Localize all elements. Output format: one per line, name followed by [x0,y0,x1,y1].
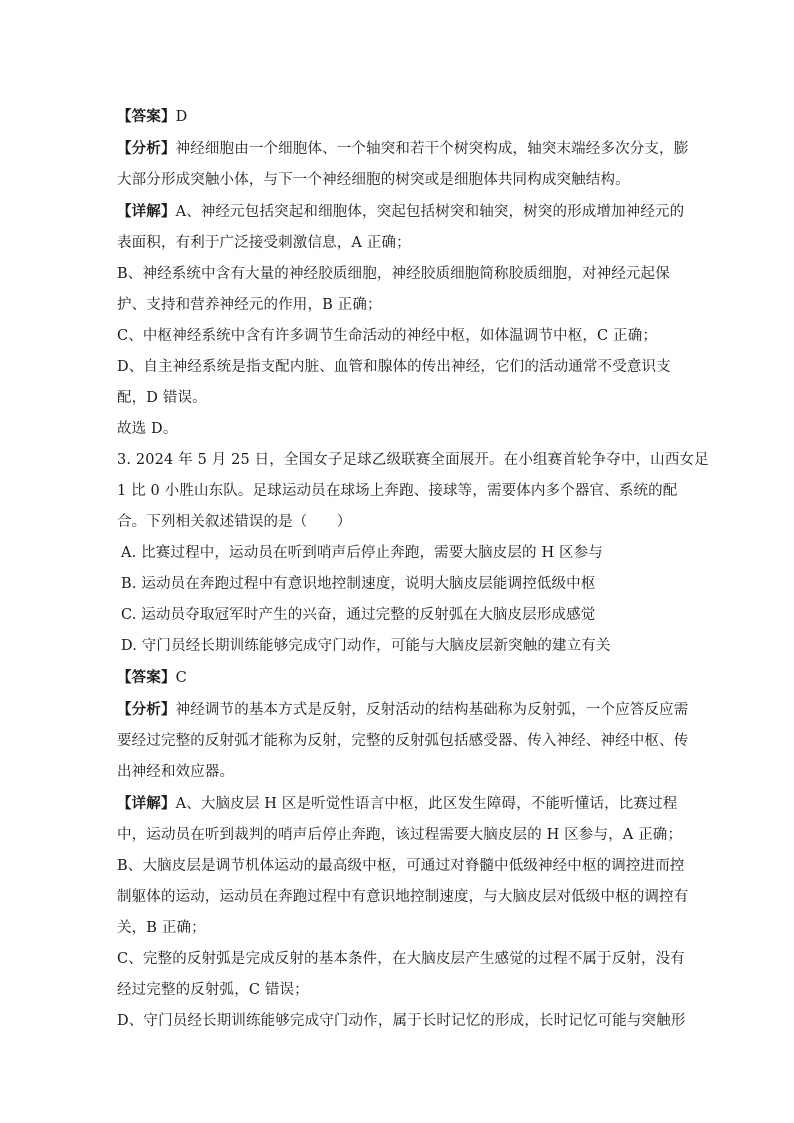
option-a: A. 比赛过程中，运动员在听到哨声后停止奔跑，需要大脑皮层的 H 区参与 [121,545,603,561]
section-label: 【详解】 [117,203,176,220]
text-line: D、守门员经长期训练能够完成守门动作，属于长时记忆的形成，长时记忆可能与突触形 [117,1013,686,1029]
analysis-line [117,133,689,165]
text-line: 配，D 错误。 [117,390,207,406]
line-text: 神经细胞由一个细胞体、一个轴突和若干个树突构成，轴突末端经多次分支，膨 [175,141,689,157]
line-text: 神经调节的基本方式是反射，反射活动的结构基础称为反射弧，一个应答反应需 [175,702,689,718]
section-label: 【答案】 [117,669,176,686]
text-line: 中，运动员在听到裁判的哨声后停止奔跑，该过程需要大脑皮层的 H 区参与，A 正确； [117,827,683,843]
text-line: 表面积，有利于广泛接受刺激信息，A 正确； [117,235,411,251]
text-line: B、大脑皮层是调节机体运动的最高级中枢，可通过对脊髓中低级神经中枢的调控进而控 [117,858,685,874]
line-text: A、大脑皮层 H 区是听觉性语言中枢，此区发生障碍，不能听懂话，比赛过程 [175,796,678,812]
line-text: D [175,109,188,125]
text-line: 经过完整的反射弧，C 错误； [117,982,309,998]
section-label: 【分析】 [117,701,176,718]
analysis-line [117,694,689,726]
detail-line [117,788,677,820]
text-line: 大部分形成突触小体，与下一个神经细胞的树突或是细胞体共同构成突触结构。 [117,172,630,188]
section-label: 【分析】 [117,140,176,157]
text-line: 制躯体的运动，运动员在奔跑过程中有意识地控制速度，与大脑皮层对低级中枢的调控有 [117,889,689,905]
answer-line [117,662,677,694]
question-line: 合。下列相关叙述错误的是（ ） [117,514,352,530]
text-line: 关，B 正确； [117,920,206,936]
text-line: C、完整的反射弧是完成反射的基本条件，在大脑皮层产生感觉的过程不属于反射，没有 [117,951,685,967]
line-text: C [175,670,187,686]
section-label: 【答案】 [117,108,176,125]
text-line: 要经过完整的反射弧才能称为反射，完整的反射弧包括感受器、传入神经、神经中枢、传 [117,733,689,749]
text-line: B、神经系统中含有大量的神经胶质细胞，神经胶质细胞简称胶质细胞，对神经元起保 [117,266,670,282]
text-line: 出神经和效应器。 [117,764,235,780]
answer-line [117,101,677,133]
text-line: C、中枢神经系统中含有许多调节生命活动的神经中枢，如体温调节中枢，C 正确； [117,328,657,344]
document-body [117,101,709,1037]
option-d: D. 守门员经长期训练能够完成守门动作，可能与大脑皮层新突触的建立有关 [121,638,611,654]
text-line: 护、支持和营养神经元的作用，B 正确； [117,297,382,313]
question-line: 1 比 0 小胜山东队。足球运动员在球场上奔跑、接球等，需要体内多个器官、系统的配 [117,483,678,499]
question-line: 3. 2024 年 5 月 25 日，全国女子足球乙级联赛全面展开。在小组赛首轮争夺中，山西女足 [117,452,709,468]
section-label: 【详解】 [117,795,176,812]
line-text: A、神经元包括突起和细胞体，突起包括树突和轴突，树突的形成增加神经元的 [175,204,685,220]
text-line: 故选 D。 [117,421,178,437]
detail-line [117,196,685,228]
option-c: C. 运动员夺取冠军时产生的兴奋，通过完整的反射弧在大脑皮层形成感觉 [121,607,596,623]
text-line: D、自主神经系统是指支配内脏、血管和腺体的传出神经，它们的活动通常不受意识支 [117,359,671,375]
option-b: B. 运动员在奔跑过程中有意识地控制速度，说明大脑皮层能调控低级中枢 [121,576,596,592]
